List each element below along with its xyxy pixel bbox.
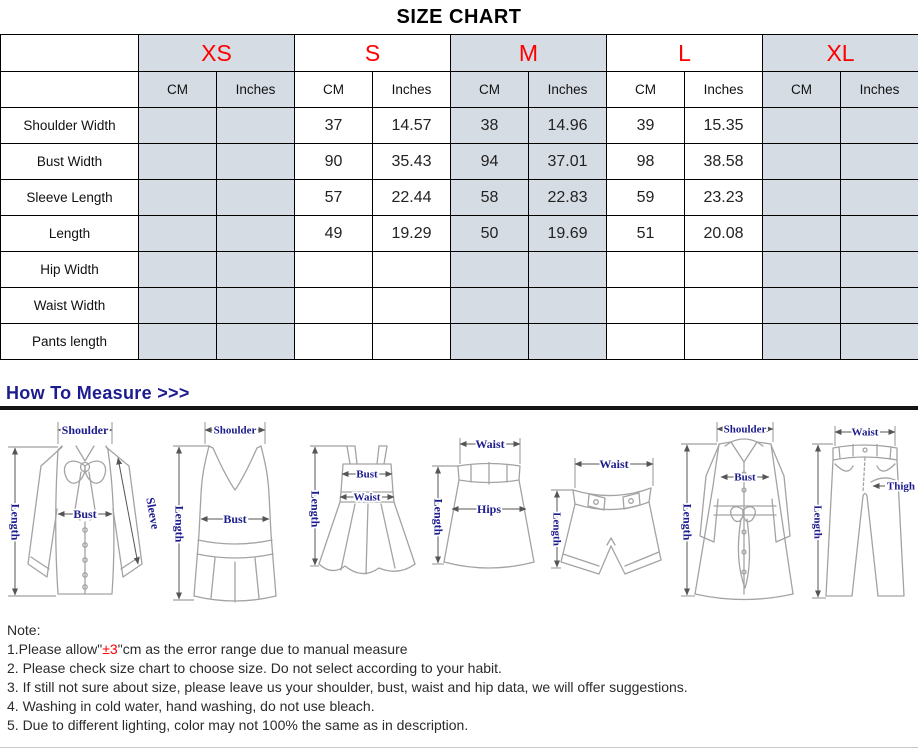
note-text: 1.Please allow" <box>7 641 103 657</box>
thigh-label: Thigh <box>886 480 916 493</box>
size-cell <box>373 252 451 288</box>
dimension-lines <box>551 458 653 568</box>
size-cell <box>139 252 217 288</box>
size-cell: 38 <box>451 108 529 144</box>
size-cell <box>295 252 373 288</box>
bust-label: Bust <box>223 512 247 526</box>
bottom-border <box>0 747 918 748</box>
size-cell <box>295 324 373 360</box>
notes-title: Note: <box>7 622 41 638</box>
length-label: Length <box>550 512 563 546</box>
size-header-l: L <box>607 35 763 72</box>
section-divider <box>0 406 918 410</box>
size-header-row <box>1 35 918 72</box>
size-cell <box>139 144 217 180</box>
size-cell: 94 <box>451 144 529 180</box>
size-cell <box>451 324 529 360</box>
size-header-xl: XL <box>763 35 918 72</box>
size-cell <box>295 288 373 324</box>
size-cell <box>217 216 295 252</box>
unit-header: CM <box>607 72 685 108</box>
note-line-3: 3. If still not sure about size, please leave us your shoulder, bust, waist and hip data, we will offer suggestions. <box>7 679 688 695</box>
size-cell <box>139 324 217 360</box>
sleeve-label: Sleeve <box>143 496 163 531</box>
size-cell: 14.57 <box>373 108 451 144</box>
size-cell: 51 <box>607 216 685 252</box>
size-cell: 57 <box>295 180 373 216</box>
row-label: Pants length <box>1 324 139 360</box>
waist-label: Waist <box>353 491 381 504</box>
size-header-xs: XS <box>139 35 295 72</box>
size-cell: 59 <box>607 180 685 216</box>
unit-header: CM <box>295 72 373 108</box>
length-label: Length <box>8 503 23 541</box>
size-cell <box>607 324 685 360</box>
unit-header: Inches <box>373 72 451 108</box>
size-cell <box>217 144 295 180</box>
length-label: Length <box>811 505 824 539</box>
note-line-5: 5. Due to different lighting, color may not 100% the same as in description. <box>7 717 469 733</box>
unit-header: Inches <box>217 72 295 108</box>
size-cell <box>217 288 295 324</box>
size-cell <box>529 324 607 360</box>
row-label: Hip Width <box>1 252 139 288</box>
row-label: Length <box>1 216 139 252</box>
waist-label: Waist <box>475 437 505 451</box>
length-label: Length <box>308 490 323 528</box>
note-line-4: 4. Washing in cold water, hand washing, do not use bleach. <box>7 698 375 714</box>
size-cell <box>685 324 763 360</box>
garment-diagrams <box>0 414 918 614</box>
garment-outline <box>561 488 661 574</box>
size-cell <box>763 252 841 288</box>
size-cell <box>139 180 217 216</box>
how-to-measure-heading: How To Measure >>> <box>6 383 190 403</box>
size-cell <box>217 180 295 216</box>
unit-header: Inches <box>841 72 918 108</box>
unit-header-row <box>1 72 918 108</box>
unit-header: CM <box>139 72 217 108</box>
size-cell <box>685 288 763 324</box>
note-text: "cm as the error range due to manual measure <box>117 641 408 657</box>
size-cell: 19.69 <box>529 216 607 252</box>
row-label: Sleeve Length <box>1 180 139 216</box>
size-cell: 39 <box>607 108 685 144</box>
size-cell: 38.58 <box>685 144 763 180</box>
size-cell <box>763 216 841 252</box>
size-table <box>0 34 918 360</box>
coat-diagram <box>673 414 805 614</box>
notes-section <box>7 621 918 735</box>
table-row <box>1 288 918 324</box>
size-cell <box>217 108 295 144</box>
unit-header: CM <box>451 72 529 108</box>
size-cell <box>373 324 451 360</box>
size-cell <box>763 180 841 216</box>
size-cell <box>607 288 685 324</box>
size-cell: 22.83 <box>529 180 607 216</box>
size-cell: 14.96 <box>529 108 607 144</box>
size-cell: 37 <box>295 108 373 144</box>
size-cell <box>217 324 295 360</box>
tank-top-diagram <box>165 414 305 614</box>
size-cell <box>841 324 918 360</box>
corner-cell <box>1 72 139 108</box>
shoulder-label: Shoulder <box>723 423 767 436</box>
garment-outline <box>695 439 793 600</box>
size-cell <box>841 288 918 324</box>
size-cell <box>841 144 918 180</box>
note-line-1 <box>7 640 918 659</box>
table-row <box>1 324 918 360</box>
size-cell: 15.35 <box>685 108 763 144</box>
size-cell <box>841 252 918 288</box>
shoulder-label: Shoulder <box>213 424 257 437</box>
blouse-diagram <box>0 414 165 614</box>
length-label: Length <box>431 498 446 536</box>
size-cell <box>451 252 529 288</box>
bust-label: Bust <box>356 468 378 481</box>
size-cell <box>139 108 217 144</box>
size-cell <box>763 108 841 144</box>
size-cell: 98 <box>607 144 685 180</box>
length-label: Length <box>172 505 187 543</box>
size-cell <box>685 252 763 288</box>
size-cell <box>841 108 918 144</box>
size-cell: 35.43 <box>373 144 451 180</box>
size-cell <box>529 252 607 288</box>
table-row <box>1 180 918 216</box>
unit-header: CM <box>763 72 841 108</box>
size-cell: 49 <box>295 216 373 252</box>
size-cell <box>373 288 451 324</box>
error-range-value: ±3 <box>102 641 118 657</box>
size-cell <box>763 144 841 180</box>
bust-label: Bust <box>73 507 97 521</box>
size-cell <box>217 252 295 288</box>
table-row <box>1 144 918 180</box>
unit-header: Inches <box>685 72 763 108</box>
size-cell <box>529 288 607 324</box>
shoulder-label: Shoulder <box>61 423 109 437</box>
size-cell <box>763 288 841 324</box>
pants-diagram <box>805 414 918 614</box>
size-cell: 90 <box>295 144 373 180</box>
garment-outline <box>826 445 904 597</box>
size-cell: 50 <box>451 216 529 252</box>
row-label: Shoulder Width <box>1 108 139 144</box>
size-cell: 22.44 <box>373 180 451 216</box>
bust-label: Bust <box>734 471 756 484</box>
size-cell: 19.29 <box>373 216 451 252</box>
table-row <box>1 252 918 288</box>
size-cell: 23.23 <box>685 180 763 216</box>
garment-outline <box>319 446 415 574</box>
table-row <box>1 108 918 144</box>
size-cell <box>139 288 217 324</box>
size-cell: 20.08 <box>685 216 763 252</box>
size-cell: 58 <box>451 180 529 216</box>
skirt-diagram <box>425 414 545 614</box>
note-line-2: 2. Please check size chart to choose size. Do not select according to your habit. <box>7 660 502 676</box>
size-header-m: M <box>451 35 607 72</box>
size-cell <box>763 324 841 360</box>
size-cell <box>607 252 685 288</box>
length-label: Length <box>680 503 695 541</box>
size-cell <box>841 216 918 252</box>
size-cell: 37.01 <box>529 144 607 180</box>
table-row <box>1 216 918 252</box>
size-cell <box>841 180 918 216</box>
corner-cell <box>1 35 139 72</box>
row-label: Waist Width <box>1 288 139 324</box>
cami-dress-diagram <box>305 414 425 614</box>
waist-label: Waist <box>599 457 629 471</box>
page-title: SIZE CHART <box>396 6 522 28</box>
size-cell <box>451 288 529 324</box>
waist-label: Waist <box>851 426 879 439</box>
hips-label: Hips <box>476 502 502 516</box>
size-cell <box>139 216 217 252</box>
shorts-diagram <box>545 414 673 614</box>
size-header-s: S <box>295 35 451 72</box>
unit-header: Inches <box>529 72 607 108</box>
row-label: Bust Width <box>1 144 139 180</box>
